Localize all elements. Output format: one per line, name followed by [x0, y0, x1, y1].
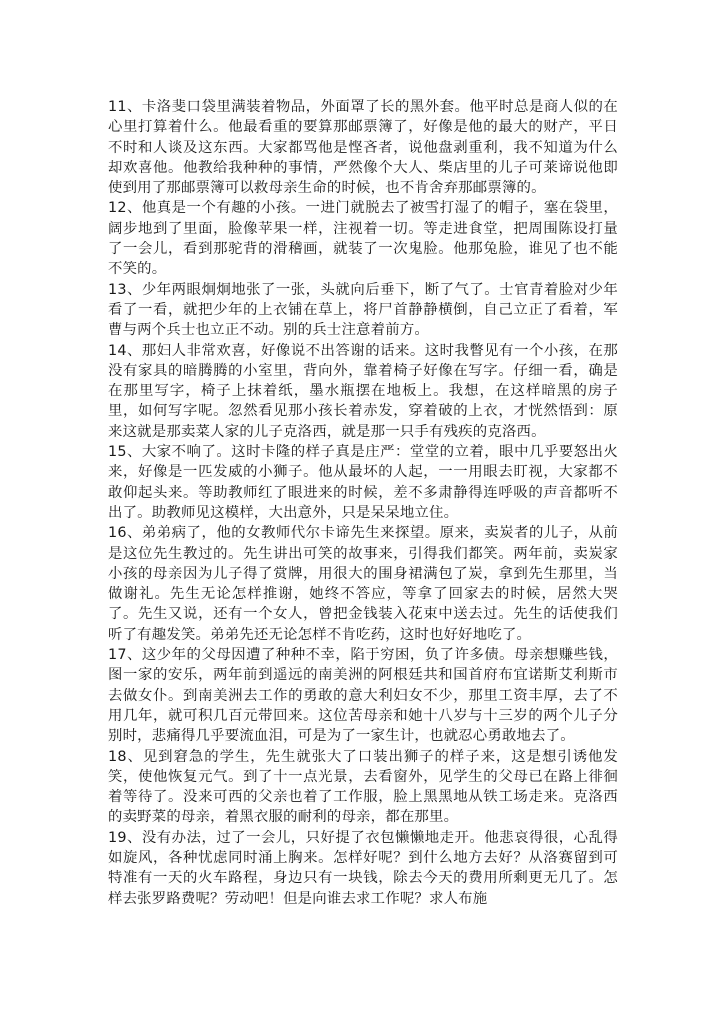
paragraph-14: 14、那妇人非常欢喜，好像说不出答谢的话来。这时我瞥见有一个小孩，在那没有家具的暗腾腾的小室里，背向外，靠着椅子好像在写字。仔细一看，确是在那里写字，椅子上抹着纸，墨水瓶摆在地板上。我想，在这样暗黑的房子里，如何写字呢。忽然看见那小孩长着赤发，穿着破的上衣，才恍然悟到：原来这就是那卖菜人家的儿子克洛西，就是那一只手有残疾的克洛西。 — [108, 342, 618, 440]
paragraph-16: 16、弟弟病了，他的女教师代尔卡谛先生来探望。原来，卖炭者的儿子，从前是这位先生教过的。先生讲出可笑的故事来，引得我们都笑。两年前，卖炭家小孩的母亲因为儿子得了赏牌，用很大的围身裙满包了炭，拿到先生那里，当做谢礼。先生无论怎样推谢，她终不答应，等拿了回家去的时候，居然大哭了。先生又说，还有一个女人，曾把金钱装入花束中送去过。先生的话使我们听了有趣发笑。弟弟先还无论怎样不肯吃药，这时也好好地吃了。 — [108, 525, 618, 643]
paragraph-15: 15、大家不响了。这时卡隆的样子真是庄严：堂堂的立着，眼中几乎要怒出火来，好像是一匹发威的小狮子。他从最坏的人起，一一用眼去盯视，大家都不敢仰起头来。等助教师红了眼进来的时候，差不多肃静得连呼吸的声音都听不出了。助教师见这模样，大出意外，只是呆呆地立住。 — [108, 444, 618, 521]
document-body — [108, 97, 618, 909]
paragraph-17: 17、这少年的父母因遭了种种不幸，陷于穷困，负了许多债。母亲想赚些钱，图一家的安乐，两年前到遥远的南美洲的阿根廷共和国首府布宜诺斯艾利斯市去做女仆。到南美洲去工作的勇敢的意大利妇女不少，那里工资丰厚，去了不用几年，就可积几百元带回来。这位苦母亲和她十八岁与十三岁的两个儿子分别时，悲痛得几乎要流血泪，可是为了一家生计，也就忍心勇敢地去了。 — [108, 647, 618, 745]
paragraph-19: 19、没有办法，过了一会儿，只好提了衣包懒懒地走开。他悲哀得很，心乱得如旋风，各种忧虑同时涌上胸来。怎样好呢？到什么地方去好？从洛赛留到可特准有一天的火车路程，身边只有一块钱，除去今天的费用所剩更无几了。怎样去张罗路费呢？劳动吧！但是向谁去求工作呢？求人布施 — [108, 829, 618, 907]
paragraph-12: 12、他真是一个有趣的小孩。一进门就脱去了被雪打湿了的帽子，塞在袋里，阔步地到了里面，脸像苹果一样，注视着一切。等走进食堂，把周围陈设打量了一会儿，看到那驼背的滑稽画，就装了一次鬼脸。他那兔脸，谁见了也不能不笑的。 — [108, 200, 618, 278]
paragraph-11: 11、卡洛斐口袋里满装着物品，外面罩了长的黑外套。他平时总是商人似的在心里打算着什么。他最看重的要算那邮票簿了，好像是他的最大的财产，平日不时和人谈及这东西。大家都骂他是悭吝者，说他盘剥重利，我不知道为什么却欢喜他。他教给我种种的事情，严然像个大人、柴店里的儿子可莱谛说他即使到用了那邮票簿可以救母亲生命的时候，也不肯舍弃那邮票簿的。 — [108, 99, 618, 197]
paragraph-18: 18、见到窘急的学生，先生就张大了口装出狮子的样子来，这是想引诱他发笑，使他恢复元气。到了十一点光景，去看窗外，见学生的父母已在路上徘徊着等待了。没来可西的父亲也着了工作服，脸上黑黑地从铁工场走来。克洛西的卖野菜的母亲，着黑衣服的耐利的母亲，都在那里。 — [108, 748, 618, 826]
paragraph-13: 13、少年两眼炯炯地张了一张，头就向后垂下，断了气了。士官青着脸对少年看了一看，就把少年的上衣铺在草上，将尸首静静横倒，自己立正了看着，军曹与两个兵士也立正不动。别的兵士注意着前方。 — [108, 281, 618, 339]
